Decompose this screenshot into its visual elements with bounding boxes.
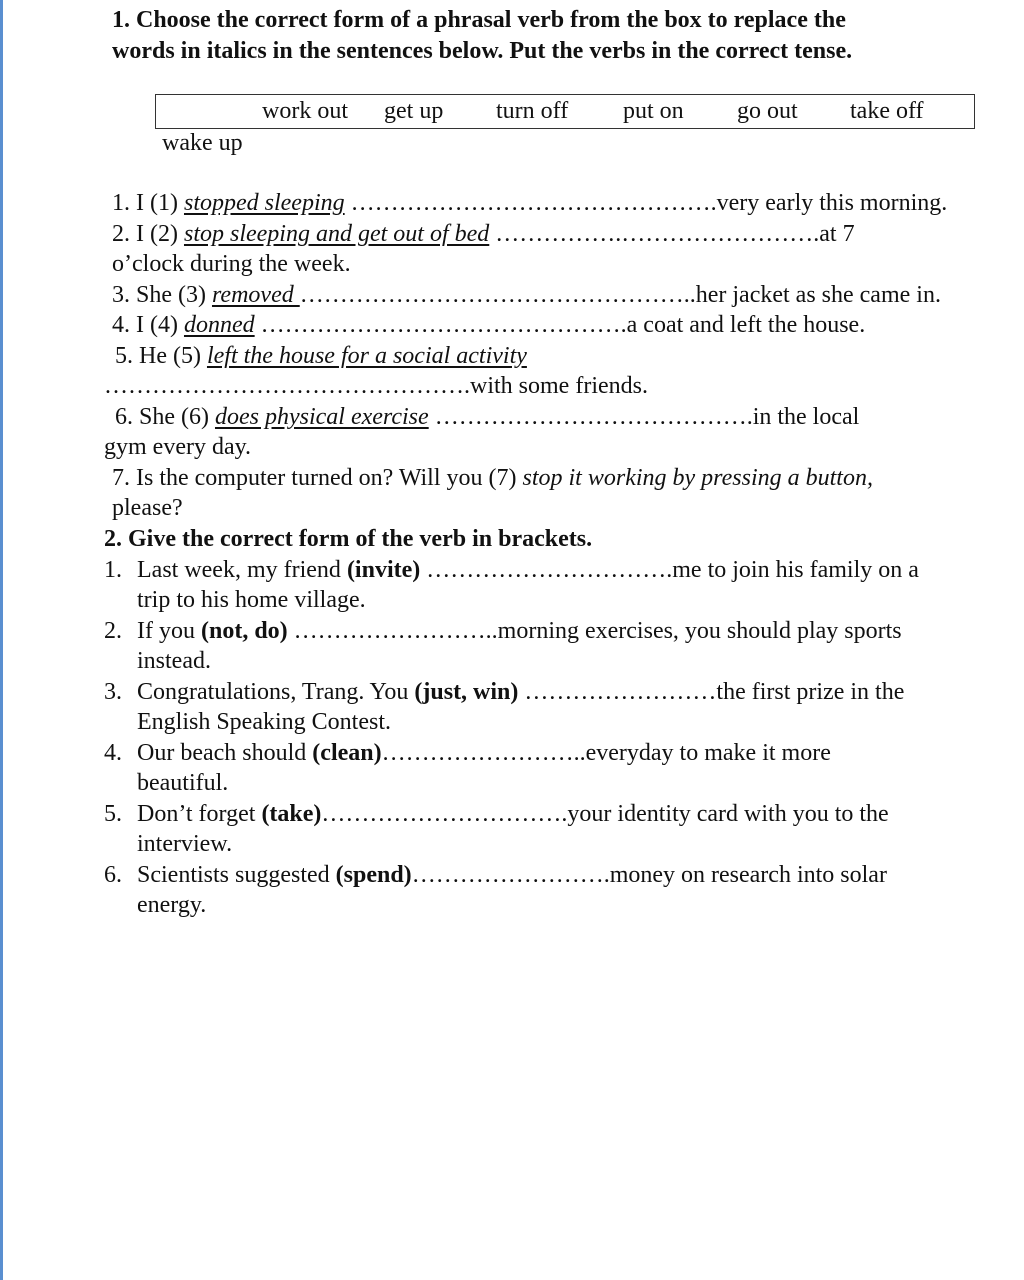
answer-blank: ………………………….: [420, 557, 673, 583]
ex2-item-4: [104, 738, 831, 768]
verb-in-brackets: (just, win): [414, 679, 519, 705]
ex2-item-1: [104, 555, 919, 585]
answer-blank: ………………………………….: [428, 404, 753, 430]
answer-blank: ……………………: [518, 679, 717, 705]
box-word-get-up: get up: [384, 98, 444, 124]
item-prefix: Congratulations, Trang. You: [137, 679, 415, 705]
item-suffix: your identity card with you to the: [567, 801, 889, 827]
box-word-turn-off: turn off: [496, 98, 569, 124]
ex2-item-2: [104, 616, 902, 646]
box-word-put-on: put on: [623, 98, 684, 124]
ex1-item-6-continuation: gym every day.: [104, 434, 252, 460]
verb-in-brackets: (spend): [335, 862, 412, 888]
verb-in-brackets: (invite): [346, 557, 421, 583]
box-word-take-off: take off: [850, 98, 924, 124]
item-prefix: Our beach should: [137, 740, 313, 766]
italic-phrase: does physical exercise: [214, 404, 429, 430]
item-prefix: 4. I (4): [112, 312, 184, 338]
item-suffix: in the local: [752, 404, 860, 430]
box-word-wake-up: wake up: [162, 130, 243, 156]
ex2-item-4-continuation: beautiful.: [137, 770, 229, 796]
italic-phrase: left the house for a social activity: [206, 343, 527, 369]
item-prefix: Scientists suggested: [137, 862, 336, 888]
item-number: 3.: [104, 679, 122, 705]
item-number: 1.: [104, 557, 122, 583]
item-suffix: me to join his family on a: [672, 557, 919, 583]
item-suffix: a coat and left the house.: [626, 312, 866, 338]
item-prefix: 1. I (1): [112, 190, 184, 216]
item-number: 5.: [104, 801, 122, 827]
answer-blank: …………………….: [411, 862, 610, 888]
item-suffix: morning exercises, you should play sports: [497, 618, 902, 644]
box-word-work-out: work out: [262, 98, 348, 124]
item-prefix: Last week, my friend: [137, 557, 347, 583]
answer-blank: …………………………………………..: [299, 282, 696, 308]
ex2-item-2-continuation: instead.: [137, 648, 211, 674]
ex1-item-3: [112, 280, 941, 310]
answer-blank: ……………………………………….: [254, 312, 627, 338]
ex1-item-5-continuation: ……………………………………….with some friends.: [104, 373, 648, 399]
box-word-go-out: go out: [737, 98, 798, 124]
item-suffix: money on research into solar: [609, 862, 887, 888]
answer-blank: ………………………….: [321, 801, 568, 827]
answer-blank: …………….…………………….: [489, 221, 820, 247]
item-number: 2.: [104, 618, 122, 644]
ex2-item-3: [104, 677, 904, 707]
ex1-item-2-continuation: o’clock during the week.: [112, 251, 351, 277]
item-number: 6.: [104, 862, 122, 888]
answer-blank: ……………………..: [381, 740, 586, 766]
item-suffix: at 7: [819, 221, 855, 247]
item-suffix: her jacket as she came in.: [695, 282, 941, 308]
italic-phrase: stop sleeping and get out of bed: [183, 221, 490, 247]
item-suffix: everyday to make it more: [585, 740, 831, 766]
item-prefix: 2. I (2): [112, 221, 184, 247]
answer-blank: ……………………..: [287, 618, 498, 644]
ex2-item-3-continuation: English Speaking Contest.: [137, 709, 391, 735]
verb-in-brackets: (not, do): [200, 618, 288, 644]
exercise-1-heading-line-1: 1. Choose the correct form of a phrasal verb from the box to replace the: [112, 7, 846, 33]
exercise-2-heading: 2. Give the correct form of the verb in brackets.: [104, 526, 593, 552]
ex2-item-5: [104, 799, 889, 829]
ex2-item-6: [104, 860, 887, 890]
answer-blank: ……………………………………….: [344, 190, 717, 216]
ex1-item-6: [115, 402, 859, 432]
ex1-item-2: [112, 219, 855, 249]
verb-in-brackets: (clean): [312, 740, 382, 766]
item-suffix: the first prize in the: [716, 679, 905, 705]
item-number: 4.: [104, 740, 122, 766]
ex2-item-1-continuation: trip to his home village.: [137, 587, 366, 613]
italic-phrase: donned: [183, 312, 255, 338]
item-prefix: 6. She (6): [115, 404, 215, 430]
item-suffix: very early this morning.: [716, 190, 948, 216]
verb-in-brackets: (take): [261, 801, 322, 827]
exercise-1-heading-line-2: words in italics in the sentences below. Put the verbs in the correct tense.: [112, 38, 853, 64]
item-prefix: If you: [137, 618, 201, 644]
italic-phrase: stopped sleeping: [183, 190, 345, 216]
ex2-item-5-continuation: interview.: [137, 831, 233, 857]
ex1-item-7: [112, 463, 873, 493]
italic-phrase: stop it working by pressing a button,: [522, 465, 873, 491]
item-prefix: Don’t forget: [137, 801, 262, 827]
ex1-item-5: [115, 341, 527, 371]
ex1-item-4: [112, 310, 865, 340]
italic-phrase: removed: [211, 282, 300, 308]
ex1-item-7-continuation: please?: [112, 495, 183, 521]
item-prefix: 3. She (3): [112, 282, 212, 308]
item-prefix: 7. Is the computer turned on? Will you (7): [112, 465, 523, 491]
ex1-item-1: [112, 188, 947, 218]
item-prefix: 5. He (5): [115, 343, 207, 369]
ex2-item-6-continuation: energy.: [137, 892, 207, 918]
